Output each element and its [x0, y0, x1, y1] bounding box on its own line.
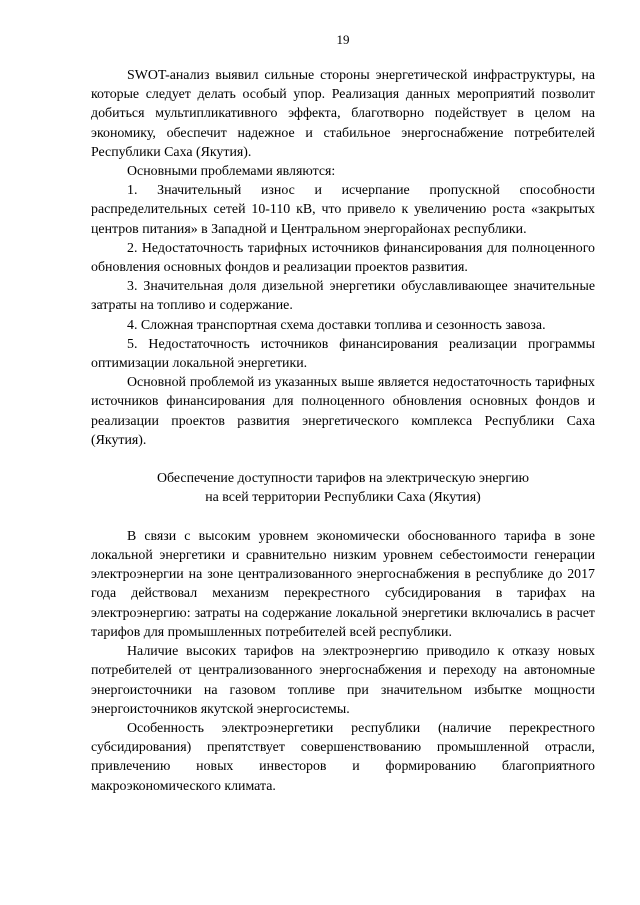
body-text-bottom: [91, 527, 595, 796]
list-item-problem-2: 2. Недостаточность тарифных источников финансирования для полноценного обновления основных фондов и реализации проектов развития.: [91, 240, 595, 276]
paragraph-high-tariffs: Наличие высоких тарифов на электроэнергию приводило к отказу новых потребителей от централизованного энергоснабжения и переходу на автономные энергоисточники на газовом топливе при значительном избытке мощности энергоисточников якутской энергосистемы.: [91, 644, 595, 717]
list-item-problem-3: 3. Значительная доля дизельной энергетики обуславливающее значительные затраты на топливо и содержание.: [91, 279, 595, 314]
body-text-top: [91, 66, 595, 450]
page-number: 19: [336, 32, 350, 47]
paragraph-main-problem: Основной проблемой из указанных выше является недостаточность тарифных источников финансирования для полноценного обновления основных фондов и реализации проектов развития энергетического комплекса Республики Саха (Якутия).: [91, 375, 595, 448]
section-heading-line-2: на всей территории Республики Саха (Якутия): [205, 490, 481, 506]
section-heading: [91, 469, 595, 508]
list-item-problem-1: 1. Значительный износ и исчерпание пропускной способности распределительных сетей 10-110 кВ, что привело к увеличению роста «закрытых центров питания» в Западной и Центральном энергорайонах республики.: [91, 183, 595, 237]
section-heading-line-1: Обеспечение доступности тарифов на электрическую энергию: [156, 471, 529, 487]
paragraph-problems-intro: Основными проблемами являются:: [127, 164, 336, 180]
paragraph-feature: Особенность электроэнергетики республики (наличие перекрестного субсидирования) препятствует совершенствованию промышленной отрасли, привлечению новых инвесторов и формированию благоприятного макроэкономического климата.: [91, 720, 595, 794]
paragraph-swot: SWOT-анализ выявил сильные стороны энергетической инфраструктуры, на которые следует делать особый упор. Реализация данных мероприятий позволит добиться мультипликативного эффекта, благотворно подействует в целом на экономику, обеспечит надежное и стабильное энергоснабжение потребителей Республики Саха (Якутия).: [91, 68, 595, 160]
list-item-problem-4: 4. Сложная транспортная схема доставки топлива и сезонность завоза.: [127, 317, 546, 333]
paragraph-cross-subsidy: В связи с высоким уровнем экономически обоснованного тарифа в зоне локальной энергетики и сравнительно низким уровнем себестоимости генерации электроэнергии на зоне централизованного энергоснабжения в республике до 2017 года действовал механизм перекрестного субсидирования в тарифах на электроэнергию: затраты на содержание локальной энергетики включались в расчет тарифов для промышленных потребителей всей республики.: [91, 528, 595, 640]
list-item-problem-5: 5. Недостаточность источников финансирования реализации программы оптимизации локальной энергетики.: [91, 336, 595, 372]
